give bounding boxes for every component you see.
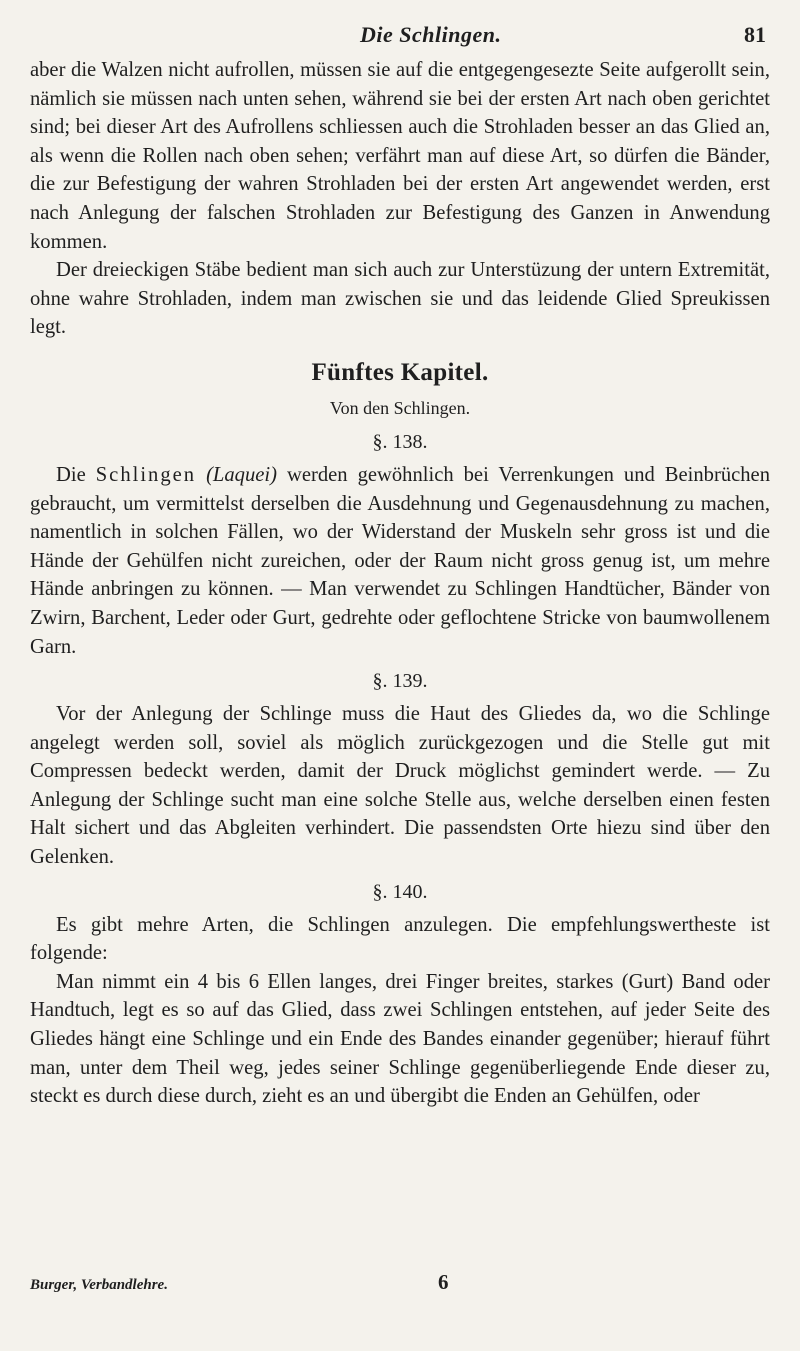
printer-signature: Burger, Verbandlehre. [30,1277,168,1293]
running-title: Die Schlingen. [360,22,502,47]
term-schlingen: Schlingen [95,463,197,486]
paragraph-continued: aber die Walzen nicht aufrollen, müssen sie auf die entgegengesezte Seite aufgerollt sein, nämlich sie müssen nach unten sehen, während sie bei der ersten Art nach oben gerichtet sind; bei dieser Art des Aufrollens schliessen auch die Strohladen besser an das Glied an, als wenn die Rollen nach oben sehen; verfährt man auf diese Art, so dürfen die Bänder, die zur Befestigung der wahren Strohladen bei der ersten Art angewendet werden, erst nach Anlegung der falschen Strohladen zur Befestigung des Ganzen in Anwendung kommen. [30,59,770,253]
paragraph-140a: Es gibt mehre Arten, die Schlingen anzulegen. Die empfehlungswertheste ist folgende: [30,913,770,965]
section-138-heading: §. 138. [372,430,428,453]
running-head [30,22,770,50]
chapter-title: Fünftes Kapitel. [311,358,489,386]
paragraph-140b: Man nimmt ein 4 bis 6 Ellen langes, drei Finger breites, starkes (Gurt) Band oder Handtuch, legt es so auf das Glied, dass zwei Schlingen entstehen, auf jeder Seite des Gliedes hängt eine Schlinge und ein Ende des Bandes einander gegenüber; hierauf führt man, unter dem Theil weg, jedes seiner Schlinge gegenüberliegende Ende dieser zu, steckt es durch diese durch, zieht es an und übergibt die Enden an Gehülfen, oder [30,970,770,1108]
paragraph-staebe: Der dreieckigen Stäbe bedient man sich auch zur Unterstüzung der untern Extremität, ohne wahre Strohladen, indem man zwischen sie und das leidende Glied Spreukissen legt. [30,259,770,339]
page-number: 81 [744,22,766,47]
page-footer [30,1270,770,1295]
paragraph-138-pre: Die [56,463,96,486]
sheet-number: 6 [437,1270,449,1294]
section-139-heading: §. 139. [372,670,428,693]
chapter-subtitle: Von den Schlingen. [329,397,471,418]
paragraph-138 [30,461,770,661]
paragraph-139: Vor der Anlegung der Schlinge muss die Haut des Gliedes da, wo die Schlinge angelegt werden soll, soviel als möglich zurückgezogen und die Stelle gut mit Compressen bedeckt werden, damit der Druck möglichst gemindert werde. — Zu Anlegung der Schlinge sucht man eine solche Stelle aus, welche derselben einen festen Halt sichert und das Abgleiten verhindert. Die passendsten Orte hiezu sind über den Gelenken. [30,703,770,869]
section-140-heading: §. 140. [372,880,428,903]
paragraph-138-rest: werden gewöhnlich bei Verrenkungen und Beinbrüchen gebraucht, um vermittelst derselben die Ausdehnung und Gegenausdehnung zu machen, namentlich in solchen Fällen, wo der Widerstand der Muskeln sehr gross ist und die Hände der Gehülfen nicht zureichen, oder der Raum nicht gross genug ist, um mehre Hände anbringen zu können. — Man verwendet zu Schlingen Handtücher, Bänder von Zwirn, Barchent, Leder oder Gurt, gedrehte oder geflochtene Stricke von baumwollenem Garn. [30,463,770,658]
latin-term: (Laquei) [206,463,277,486]
